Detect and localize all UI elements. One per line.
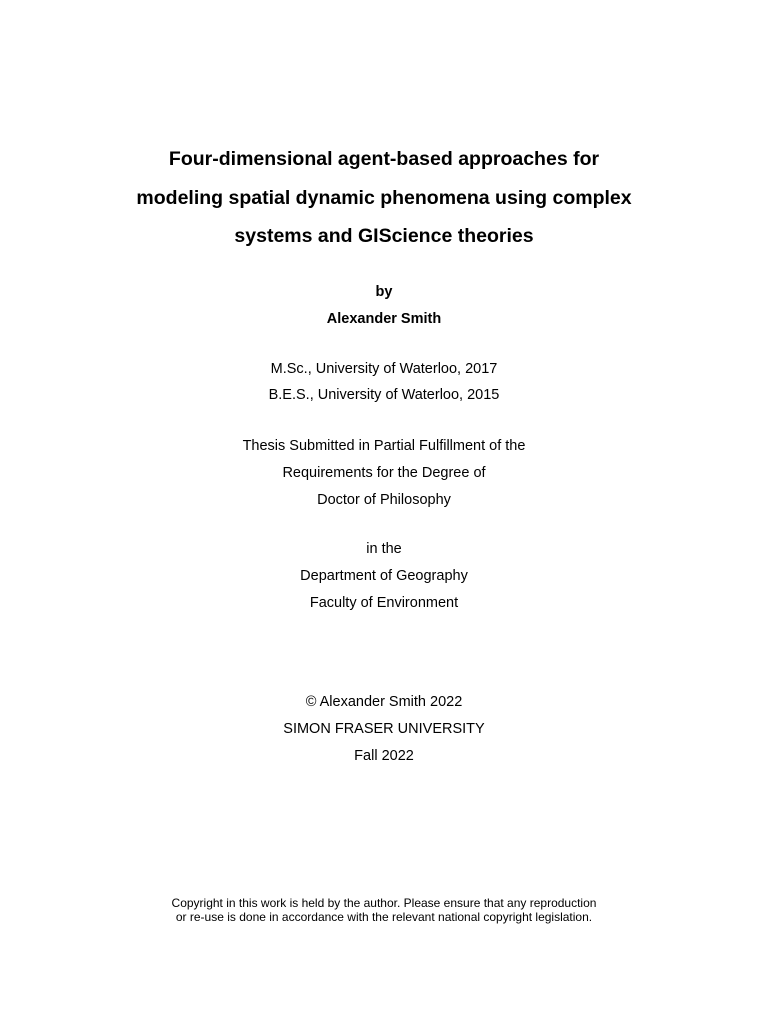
submission-line-1: Thesis Submitted in Partial Fulfillment of the [242, 438, 526, 454]
term-year: Fall 2022 [354, 748, 414, 764]
degree-bes: B.E.S., University of Waterloo, 2015 [268, 387, 500, 403]
by-label: by [375, 284, 393, 300]
university-name: SIMON FRASER UNIVERSITY [283, 721, 485, 737]
copyright-notice-line-2: or re-use is done in accordance with the relevant national copyright legislation. [175, 910, 593, 924]
department-line-3: Faculty of Environment [309, 595, 459, 611]
submission-line-3: Doctor of Philosophy [317, 492, 451, 508]
title-line-1: Four-dimensional agent-based approaches for [168, 148, 600, 170]
title-line-2: modeling spatial dynamic phenomena using complex [136, 187, 632, 209]
title-line-3: systems and GIScience theories [234, 225, 534, 247]
department-line-2: Department of Geography [300, 568, 468, 584]
author-name: Alexander Smith [326, 311, 442, 327]
copyright-holder: © Alexander Smith 2022 [305, 694, 463, 710]
copyright-notice-line-1: Copyright in this work is held by the author. Please ensure that any reproduction [171, 896, 597, 910]
submission-line-2: Requirements for the Degree of [282, 465, 486, 481]
degree-msc: M.Sc., University of Waterloo, 2017 [270, 361, 498, 377]
department-line-1: in the [366, 541, 402, 557]
